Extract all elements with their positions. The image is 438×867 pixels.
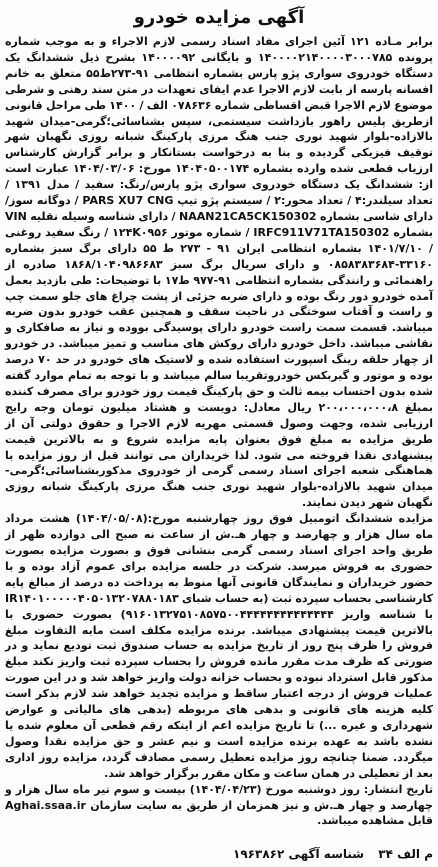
notice-paragraph-publication: تاریخ انتشار: روز دوشنبه مورخ (۱۴۰۴/۰۴/۲۳) بیست و سوم تیر ماه سال هزار و چهارصد و چهار هـ.ش و نیز همزمان از طریق به سایت سازمان Aghai.ssaa.ir قابل مشاهده میباشد.: [5, 782, 433, 828]
notice-footer: [5, 846, 433, 862]
notice-paragraph-auction-terms: مزایده ششدانگ اتومبیل فوق روز چهارشنبه مورخ:(۱۴۰۴/۰۵/۰۸) هشت مرداد ماه سال هزار و چهارصد و چهار هـ.ش از ساعت نه صبح الی دوازده ظهر از طریق واحد اجرای اسناد رسمی گرمی بنشانی فوق و بصورت مزایده بصورت حضوری به فروش میرسد. شرکت در جلسه مزایده برای عموم آزاد بوده و با حضور خریداران و نمایندگان قانونی آنها منوط به پرداخت ده درصد از مبالغ پایه کارشناسی بحساب سپرده ثبت (به حساب شبای IR۱۴۰۱۰۰۰۰۰۴۰۵۰۱۳۲۰۷۸۸۰۱۸۳ با شناسه واریز ۹۱۶۰۱۳۲۷۵۱۰۸۵۷۵۰۰۴۴۴۴۴۴۴۴۴۴۴۴۴۴) بصورت حضوری با بالاترین قیمت پیشنهادی میباشد. برنده مزایده مکلف است مابه التفاوت مبلغ فروش را ظرف پنج روز از تاریخ مزایده به حساب صندوق ثبت تودیع نماید و در صورتی که ظرف مدت مقرر مانده فروش را بحساب سپرده ثبت واریز نکند مبلغ مذکور قابل استرداد نبوده و بحساب خزانه دولت واریز خواهد شد و در این صورت عملیات فروش از درجه اعتبار ساقط و مزایده تجدید خواهد شد لازم بذکر است کلیه هزینه های قانونی و بدهی های مربوطه (بدهی های مالیاتی و عوارض شهرداری و غیره ...) تا تاریخ مزایده اعم از اینکه رقم قطعی آن معلوم شده یا نشده باشد به عهده برنده مزایده است و نیم عشر و حق مزایده نقدا وصول میگردد. ضمنا چنانچه روز مزایده تعطیل رسمی مصادف گردد، مزایده روز اداری بعد از تعطیلی در همان ساعت و مکان مقرر برگزار خواهد شد.: [5, 512, 434, 780]
notice-id: شناسه آگهی ۱۹۶۳۸۶۲: [233, 847, 365, 861]
notice-paragraph-main: برابر مـاده ۱۲۱ آئین اجرای مفاد اسناد رسمی لازم الاجراء و به موجب شماره پرونده ۱۴۰۰۰۰۲۱۴۰۰۰۰۳۰۰۰۷۸۵ و بایگانی ۱۴۰۰۰۰۹۲ بشرح ذیل ششدانگ یک دستگاه خودروی سواری پژو پارس بشماره انتظامی ۹۱-۲۷۳ط۵۵ متعلق به خانم افسانه پارسه از بابت لازم الاجرا عدم ایفای تعهدات در متن سند رهنی و شرطی موضوع لازم الاجرا قبض اقساطی شماره ۰۷۸۶۳۶ الف / ۱۴۰۰ طی مراحل قانونی ازطریق پلیس راهور بازداشت سیستمی، سپس بشناسائی؛گرمی-میدان شهید بالازاده-بلوار شهید نوری جنب هنگ مرزی پارکینگ شبانه روزی نگهبان شهر توقیف فیزیکی گردیده و بنا به درخواست بستانکار و برابر گزارش کارشناس ارزیاب قطعی شده وارده بشماره ۱۴۰۴۰۵۰۰۱۷۴ مورخ: ۱۴۰۴/۰۳/۰۶ عبارت است از: ششدانگ یک دستگاه خودروی سواری پژو پارس/رنگ: سفید / مدل ۱۳۹۱ / تعداد سیلندر:۴ / تعداد محور:۲ / سیستم پژو تیپ PARS XU7 CNG / دوگانه سوز/دارای شاسی بشماره NAAN21CA5CK150302 / دارای شناسه وسیله نقلیه VIN بشماره IRFC911V71TA150302 / شماره موتور ۱۲۴K۰۹۵۶ / رنگ سفید روغنی / ۱۴۰۱/۷/۱۰ بشماره انتظامی ایران ۹۱ - ۲۷۳ ط ۵۵ دارای برگ سبز بشماره ۳۳۱۶۰-۰۸۵۸۳۸۳۶۸۴ و دارای سریال برگ سبز ۱۸۶۸/۱۰۴۰۹۸۶۶۸۳ صادره از راهنمائی و رانندگی بشماره انتظامی ۹۱-۹۷۷ ط۱۷ با توضیحات: طی بازدید بعمل آمده خودرو دور رنگ بوده و دارای ضربه جزئی از پشت چراغ های جلو سمت چپ و راست و آفتاب سوختگی در ناحیت سقف و همچنین عقب خودرو بدون ضربه میباشد. قسمت سمت راست خودرو دارای پوسیدگی بووده و نیاز به صافکاری و نقاشی میباشد. داخل خودرو دارای روکش های مناسب و تمیز میباشد. در خودرو از چهار حلقه رینگ اسپورت استفاده شده و لاستیک های خودرو در حد ۷۰ درصد بوده و موتور و گیربکس خودروتقریبا سالم میباشد و با توجه به تمام موارد گفته شده بدون احتساب بیمه ثالث و حق پارکینگ قیمت روز خودرو برای مصرف کننده بمبلغ ۲۰۰،۰۰۰،۰۰۰،۸ ریال معادل: دویست و هشتاد میلیون تومان وجه رایج ارزیابی شده، وجهت وصول قسمتی مهریه لازم الاجرا و حقوق دولتی آن از طریق مزایده به مبلغ فوق بعنوان پایه مزایده شروع و به بالاترین قیمت پیشنهادی نقدا فروخته می شود. لذا خریداران می توانند قبل از روز مزایده با هماهنگی شعبه اجرای اسناد رسمی گرمی از خودروی مذکوربشناسائی؛گرمی-میدان شهید بالازاده-بلوار شهید نوری جنب هنگ مرزی پارکینگ شبانه روزی نگهبان شهر دیدن نمایند.: [5, 35, 434, 510]
notice-reference-code: م الف ۳۴: [378, 847, 433, 861]
notice-title: آگهی مزایده خودرو: [133, 7, 305, 28]
